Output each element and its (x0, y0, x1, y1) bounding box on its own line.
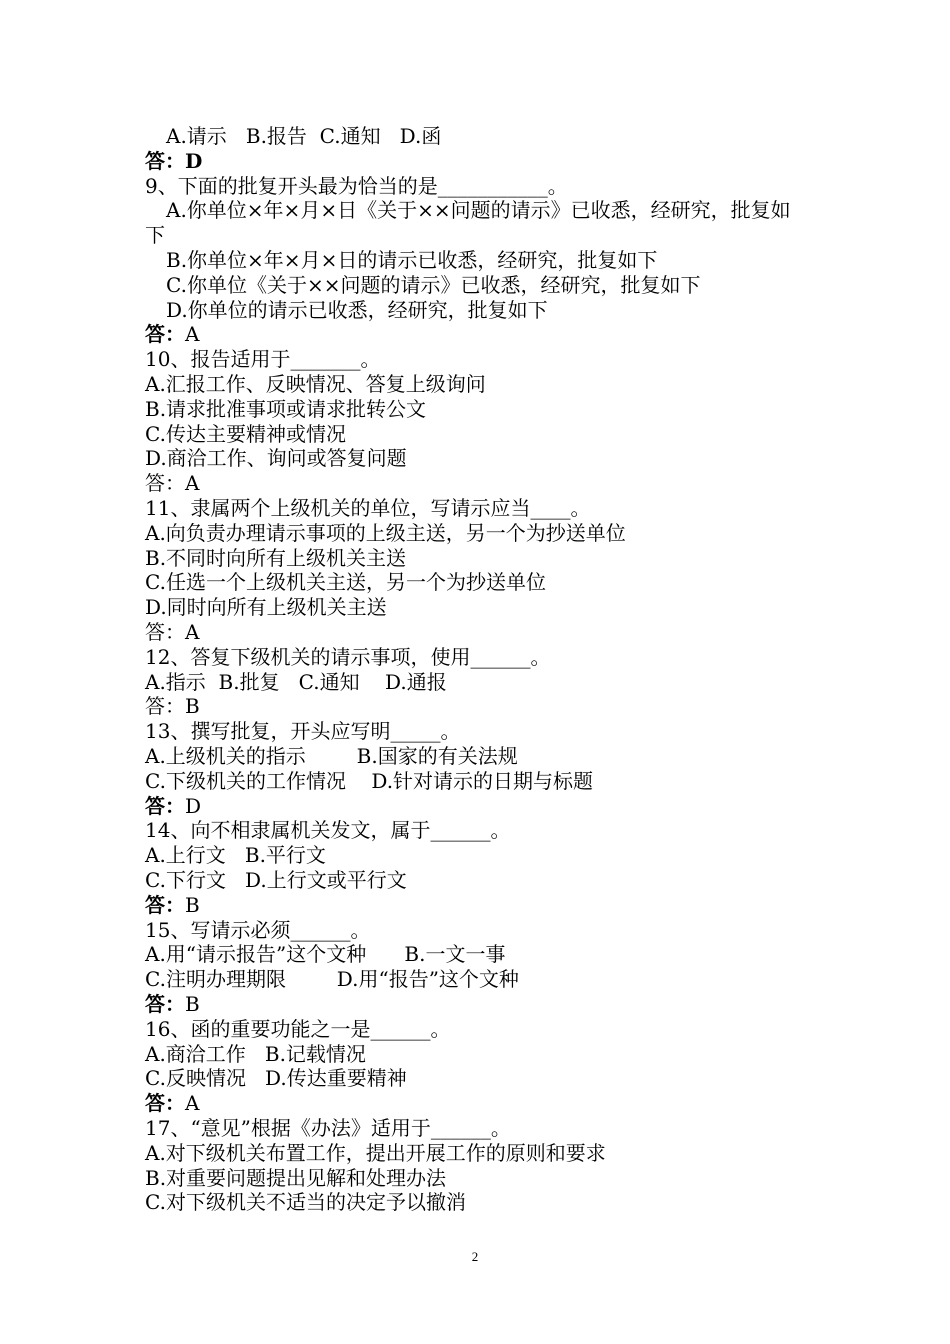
answer-line (145, 1091, 199, 1116)
answer-value: B (185, 892, 200, 917)
text-line: 下 (145, 223, 165, 248)
text-line: 17、“意见”根据《办法》适用于______。 (145, 1116, 511, 1140)
text-line: D.你单位的请示已收悉，经研究，批复如下 (166, 297, 548, 322)
text-line: 答：B (145, 694, 200, 719)
text-line: 10、报告适用于_______。 (145, 347, 381, 372)
answer-value: A (185, 1091, 200, 1116)
text-line: C.注明办理期限 D.用“报告”这个文种 (145, 967, 519, 992)
text-line: A.向负责办理请示事项的上级主送，另一个为抄送单位 (145, 520, 626, 545)
answer-line (145, 992, 200, 1017)
text-line: C.下行文 D.上行文或平行文 (145, 868, 407, 892)
answer-value: D (185, 148, 203, 173)
text-line: 答：A (145, 471, 200, 496)
answer-line (145, 794, 201, 819)
text-line: A.上行文 B.平行文 (145, 843, 326, 868)
text-line: C.反映情况 D.传达重要精神 (145, 1066, 407, 1091)
text-line: C.对下级机关不适当的决定予以撤消 (145, 1190, 466, 1215)
answer-label: 答： (145, 992, 185, 1016)
text-line: 14、向不相隶属机关发文，属于______。 (145, 818, 511, 843)
answer-line (145, 893, 200, 918)
text-line: A.商洽工作 B.记载情况 (145, 1041, 366, 1066)
text-line: B.不同时向所有上级机关主送 (145, 545, 407, 570)
answer-value: A (185, 322, 200, 347)
answer-value: B (185, 992, 200, 1016)
text-line: A.上级机关的指示 B.国家的有关法规 (145, 744, 518, 768)
text-line: A.汇报工作、反映情况、答复上级询问 (145, 372, 486, 396)
text-line: 12、答复下级机关的请示事项，使用______。 (145, 644, 551, 669)
text-line: 答：A (145, 620, 200, 644)
answer-line (145, 322, 199, 347)
text-line: C.下级机关的工作情况 D.针对请示的日期与标题 (145, 768, 594, 793)
text-line: C.你单位《关于××问题的请示》已收悉，经研究，批复如下 (166, 272, 701, 297)
answer-label: 答： (145, 148, 185, 173)
text-line: B.你单位×年×月×日的请示已收悉，经研究，批复如下 (166, 248, 658, 272)
text-line: A.对下级机关布置工作，提出开展工作的原则和要求 (145, 1140, 606, 1165)
text-line: D.同时向所有上级机关主送 (145, 595, 387, 620)
text-line: C.任选一个上级机关主送，另一个为抄送单位 (145, 570, 546, 595)
text-line: 11、隶属两个上级机关的单位，写请示应当____。 (145, 496, 591, 520)
answer-label: 答： (145, 322, 185, 347)
answer-value: D (185, 793, 202, 818)
text-line: 13、撰写批复，开头应写明_____。 (145, 719, 461, 744)
answer-label: 答： (145, 1091, 185, 1116)
text-line: 16、函的重要功能之一是______。 (145, 1016, 451, 1041)
text-line: A.请示 B.报告 C.通知 D.函 (166, 124, 442, 148)
text-line: 9、下面的批复开头最为恰当的是___________。 (145, 173, 568, 198)
text-line: A.指示 B.批复 C.通知 D.通报 (145, 669, 447, 694)
text-line: A.用“请示报告”这个文种 B.一文一事 (145, 942, 506, 967)
text-line: C.传达主要精神或情况 (145, 421, 346, 446)
text-line: B.请求批准事项或请求批转公文 (145, 396, 427, 421)
text-line: A.你单位×年×月×日《关于××问题的请示》已收悉，经研究，批复如 (166, 198, 791, 223)
answer-line (145, 149, 202, 174)
text-line: 15、写请示必须______。 (145, 917, 371, 942)
answer-label: 答： (145, 892, 185, 917)
answer-label: 答： (145, 793, 185, 818)
page-number: 2 (471, 1249, 479, 1264)
text-line: D.商洽工作、询问或答复问题 (145, 446, 407, 471)
text-line: B.对重要问题提出见解和处理办法 (145, 1165, 447, 1190)
